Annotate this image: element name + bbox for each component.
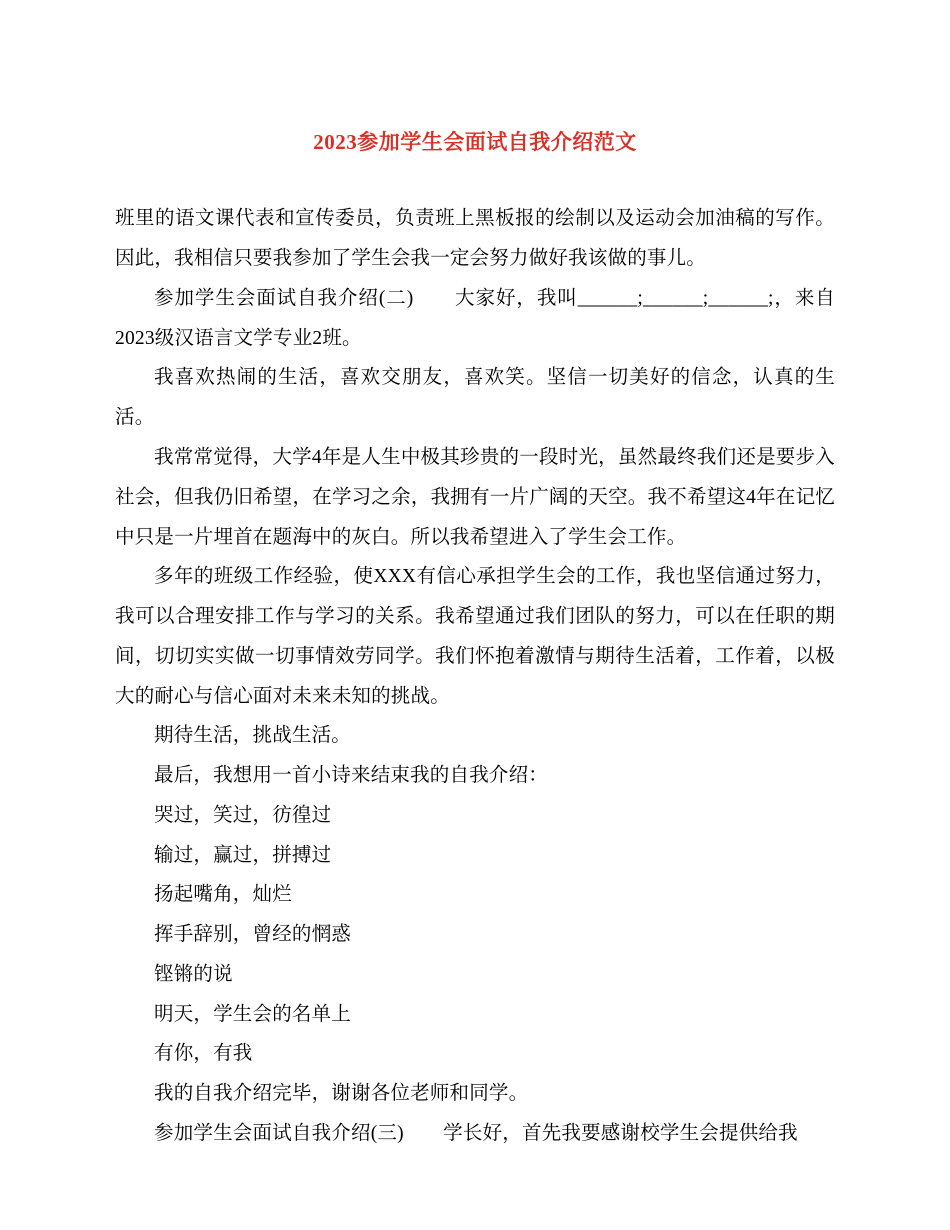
paragraph: 期待生活，挑战生活。 [154,725,352,747]
poem-line: 挥手辞别，曾经的惘惑 [154,924,352,946]
poem-line: 扬起嘴角，灿烂 [154,884,292,906]
paragraph: 我的自我介绍完毕，谢谢各位老师和同学。 [154,1083,529,1105]
paragraph: 参加学生会面试自我介绍(二) 大家好，我叫______;______;______;，来自2023级汉语言文学专业2班。 [115,287,835,349]
poem-line: 哭过，笑过，彷徨过 [154,804,332,826]
page-title: 2023参加学生会面试自我介绍范文 [313,130,637,154]
paragraph: 我常常觉得，大学4年是人生中极其珍贵的一段时光，虽然最终我们还是要步入社会，但我仍旧希望，在学习之余，我拥有一片广阔的天空。我不希望这4年在记忆中只是一片埋首在题海中的灰白。所以我希望进入了学生会工作。 [115,446,835,548]
document-body [115,199,835,1153]
paragraph: 班里的语文课代表和宣传委员，负责班上黑板报的绘制以及运动会加油稿的写作。因此，我相信只要我参加了学生会我一定会努力做好我该做的事儿。 [115,208,835,270]
paragraph: 我喜欢热闹的生活，喜欢交朋友，喜欢笑。坚信一切美好的信念，认真的生活。 [115,367,835,429]
paragraph: 多年的班级工作经验，使XXX有信心承担学生会的工作，我也坚信通过努力，我可以合理安排工作与学习的关系。我希望通过我们团队的努力，可以在任职的期间，切切实实做一切事情效劳同学。我们怀抱着激情与期待生活着，工作着，以极大的耐心与信心面对未来未知的挑战。 [115,566,835,707]
poem-line: 铿锵的说 [154,963,233,985]
poem-line: 输过，赢过，拼搏过 [154,844,332,866]
paragraph: 参加学生会面试自我介绍(三) 学长好，首先我要感谢校学生会提供给我 [154,1123,798,1144]
poem-line: 明天，学生会的名单上 [154,1003,352,1025]
poem-line: 有你，有我 [154,1043,253,1065]
paragraph: 最后，我想用一首小诗来结束我的自我介绍： [154,765,549,787]
